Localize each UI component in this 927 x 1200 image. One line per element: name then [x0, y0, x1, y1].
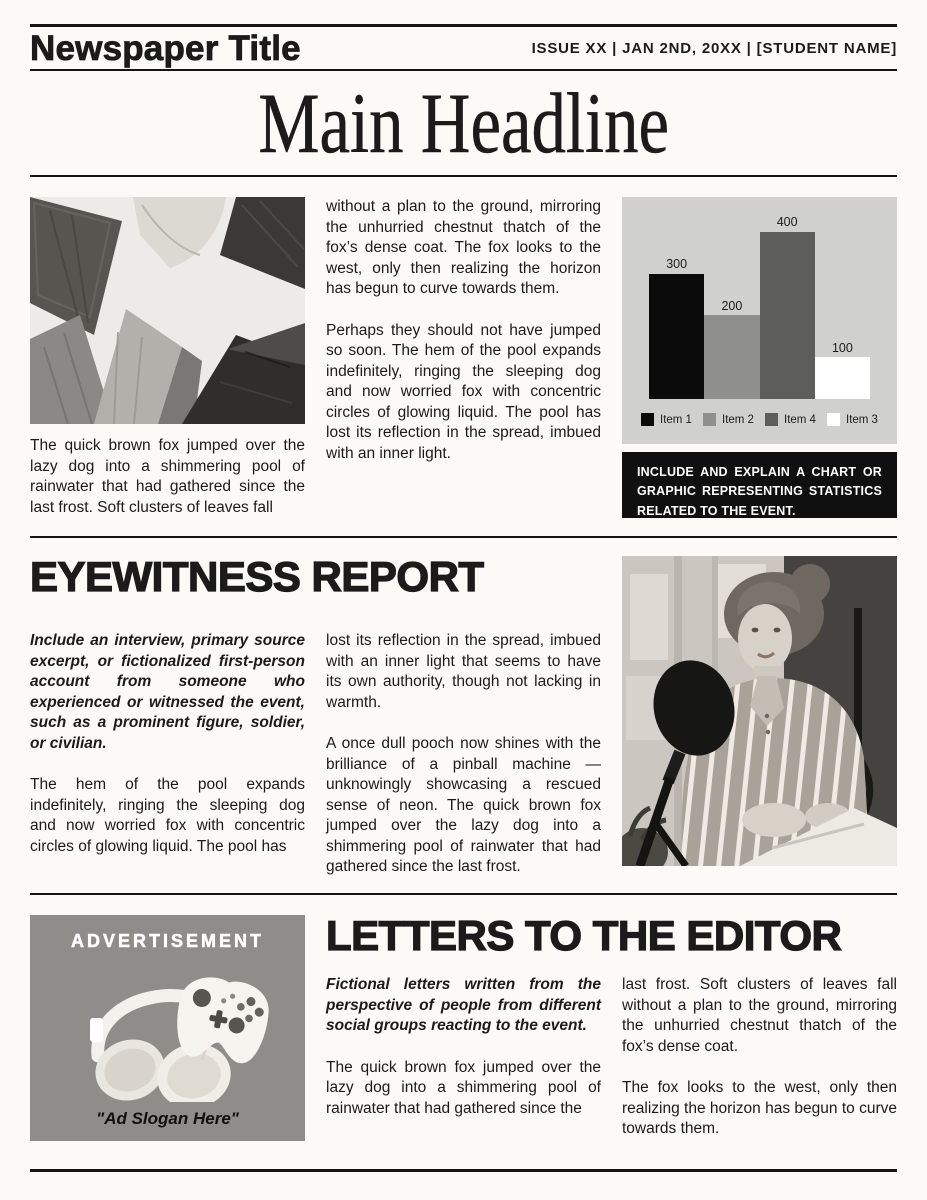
letters-column-2 [622, 975, 897, 1140]
bar [815, 357, 870, 399]
bar-chart-panel [622, 197, 897, 444]
bar-chart-plot [635, 211, 884, 399]
headline-band [30, 71, 897, 177]
body-paragraph: lost its reflection in the spread, imbued with an inner light that seems to have its own authority, though not lacking in warmth. [326, 632, 601, 711]
bar-value-label: 100 [831, 340, 853, 355]
legend-swatch [765, 413, 778, 426]
legend-swatch [827, 413, 840, 426]
eyewitness-column-2 [326, 631, 601, 893]
body-paragraph: Perhaps they should not have jumped so soon. The hem of the pool expands indefinitely, ringing the sleeping dog and now worried fox with concentric circles of glowing liquid. The pool has lost its reflection in the spread, imbued with an inner light. [326, 321, 601, 462]
bar-column [704, 211, 759, 399]
issue-line: ISSUE XX | JAN 2ND, 20XX | [STUDENT NAME] [531, 39, 897, 57]
lead-column-chart [622, 197, 897, 536]
letters-section [30, 895, 897, 1172]
letters-content [326, 912, 897, 1169]
lead-section [30, 177, 897, 538]
legend-item [827, 413, 878, 426]
chart-note-box: INCLUDE AND EXPLAIN A CHART OR GRAPHIC REPRESENTING STATISTICS RELATED TO THE EVENT. [622, 452, 897, 518]
legend-label: Item 1 [660, 413, 692, 426]
legend-swatch [703, 413, 716, 426]
skyscrapers-illustration [30, 197, 305, 424]
eyewitness-section [30, 538, 897, 895]
bar-value-label: 200 [721, 298, 743, 313]
bar-value-label: 400 [776, 215, 798, 230]
legend-swatch [641, 413, 654, 426]
body-paragraph: The hem of the pool expands indefinitely, ringing the sleeping dog and now worried fox with concentric circles of glowing liquid. The pool has [30, 776, 305, 855]
letters-column-1 [326, 975, 601, 1140]
skyscrapers-photo [30, 197, 305, 424]
body-paragraph: A once dull pooch now shines with the brilliance of a pinball machine — unknowingly showcasing a rescued sense of neon. The quick brown fox jumped over the lazy dog into a shimmering pool of rainwater that had gathered since the last frost. [326, 735, 601, 876]
legend-label: Item 3 [846, 413, 878, 426]
lead-column-text [326, 197, 601, 536]
main-headline: Main Headline [258, 75, 669, 171]
legend-item [703, 413, 754, 426]
body-paragraph: The fox looks to the west, only then realizing the horizon has begun to curve towards them. [622, 1079, 897, 1137]
legend-item [641, 413, 692, 426]
letters-headline: LETTERS TO THE EDITOR [326, 912, 842, 959]
newspaper-title: Newspaper Title [30, 28, 301, 68]
letters-intro: Fictional letters written from the perspective of people from different social groups reacting to the event. [326, 976, 601, 1034]
legend-item [765, 413, 816, 426]
advertisement-box [30, 915, 305, 1141]
body-paragraph: without a plan to the ground, mirroring the unhurried chestnut thatch of the fox’s dense coat. The fox looks to the west, only then realizing the horizon has begun to curve towards them. [326, 198, 601, 297]
legend-label: Item 4 [784, 413, 816, 426]
legend-label: Item 2 [722, 413, 754, 426]
interview-illustration [622, 556, 897, 866]
masthead [30, 24, 897, 71]
headphones-controller-image [52, 952, 284, 1109]
headphones-controller-illustration [52, 960, 284, 1102]
photo-caption: The quick brown fox jumped over the lazy dog into a shimmering pool of rainwater that had gathered since the last frost. Soft clusters of leaves fall [30, 437, 305, 516]
eyewitness-headline: EYEWITNESS REPORT [30, 553, 484, 600]
body-paragraph: The quick brown fox jumped over the lazy dog into a shimmering pool of rainwater that had gathered since the [326, 1058, 601, 1117]
letters-columns [326, 975, 897, 1140]
bar [704, 315, 759, 399]
body-paragraph: last frost. Soft clusters of leaves fall without a plan to the ground, mirroring the unhurried chestnut thatch of the fox’s dense coat. [622, 976, 897, 1055]
bar [760, 232, 815, 399]
bar-column [760, 211, 815, 399]
bar-chart-legend [635, 413, 884, 426]
eyewitness-intro: Include an interview, primary source excerpt, or fictionalized first-person account from someone who experienced or witnessed the event, such as a prominent figure, soldier, or civilian. [30, 632, 305, 752]
advertisement-slogan: "Ad Slogan Here" [96, 1109, 239, 1128]
eyewitness-column-1 [30, 631, 305, 893]
bar-value-label: 300 [666, 257, 688, 272]
bar [649, 274, 704, 399]
interview-photo [622, 556, 897, 866]
lead-column-photo [30, 197, 305, 536]
advertisement-label: ADVERTISEMENT [70, 931, 264, 951]
bar-column [815, 211, 870, 399]
bar-column [649, 211, 704, 399]
